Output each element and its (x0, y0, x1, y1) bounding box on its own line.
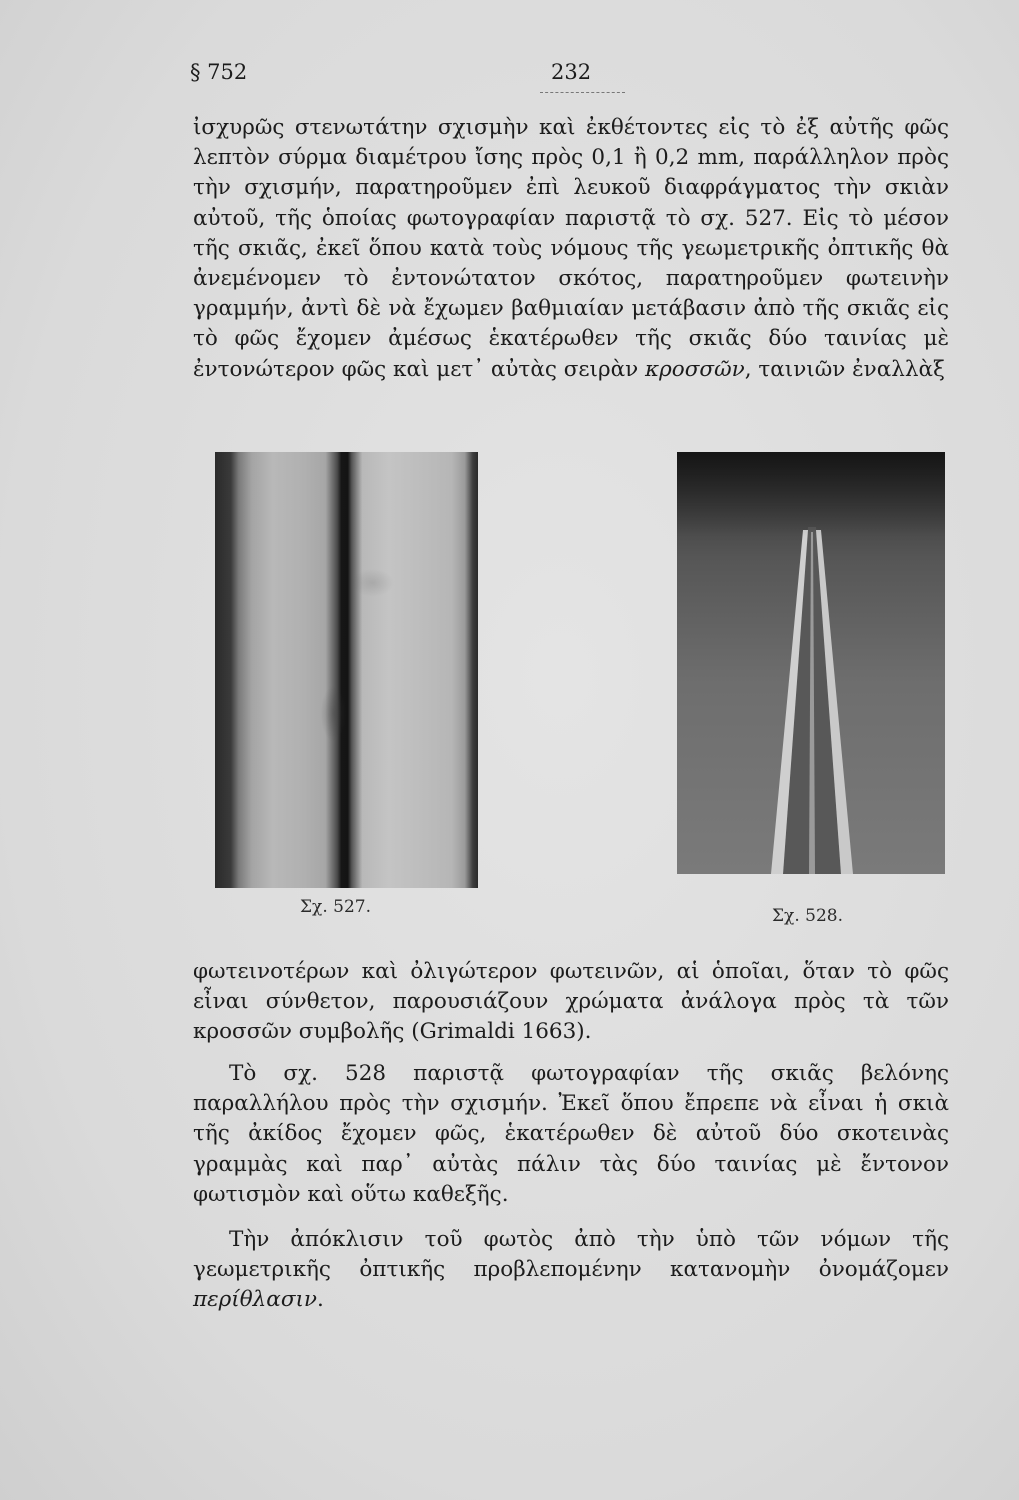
term-diffraction: περίθλασιν (193, 1287, 318, 1313)
paragraph-4-text: Τὴν ἀπόκλισιν τοῦ φωτὸς ἀπὸ τὴν ὑπὸ τῶν νόμων τῆς γεωμετρικῆς ὀπτικῆς προβλεπομένην κατανομὴν ὀνομάζομεν (193, 1227, 949, 1283)
term-fringes: κροσσῶν (645, 356, 745, 382)
figure-527-caption: Σχ. 527. (300, 897, 371, 917)
figure-527-photo (215, 452, 478, 888)
paragraph-1-text: ἰσχυρῶς στενωτάτην σχισμὴν καὶ ἐκθέτοντες εἰς τὸ ἐξ αὐτῆς φῶς λεπτὸν σύρμα διαμέτρου ἴσης πρὸς 0,1 ἢ 0,2 mm, παράλληλον πρὸς τὴν σχισμήν, παρατηροῦμεν ἐπὶ λευκοῦ διαφράγματος τὴν σκιὰν αὐτοῦ, τῆς ὁποίας φωτογραφίαν παριστᾷ τὸ σχ. 527. Εἰς τὸ μέσον τῆς σκιᾶς, ἐκεῖ ὅπου κατὰ τοὺς νόμους τῆς γεωμετρικῆς ὀπτικῆς θὰ ἀνεμένομεν τὸ ἐντονώτατον σκότος, παρατηροῦμεν φωτεινὴν γραμμήν, ἀντὶ δὲ νὰ ἔχωμεν βαθμιαίαν μετάβασιν ἀπὸ τῆς σκιᾶς εἰς τὸ φῶς ἔχομεν ἀμέσως ἑκατέρωθεν τῆς σκιᾶς δύο ταινίας μὲ ἐντονώτερον φῶς καὶ μετ᾽ αὐτὰς σειρὰν (193, 115, 949, 382)
paragraph-1-end: , ταινιῶν ἐναλλὰξ (744, 356, 945, 382)
figure-528-photo (677, 452, 945, 874)
paragraph-4-end: . (317, 1287, 324, 1313)
paragraph-3: Τὸ σχ. 528 παριστᾷ φωτογραφίαν τῆς σκιᾶς βελόνης παραλλήλου πρὸς τὴν σχισμήν. Ἐκεῖ ὅπου ἔπρεπε νὰ εἶναι ἡ σκιὰ τῆς ἀκίδος ἔχομεν φῶς, ἑκατέρωθεν δὲ αὐτοῦ δύο σκοτεινὰς γραμμὰς καὶ παρ᾽ αὐτὰς πάλιν τὰς δύο ταινίας μὲ ἔντονον φωτισμὸν καὶ οὕτω καθεξῆς. (193, 1061, 949, 1207)
page-number-rule (540, 92, 625, 93)
paragraph-1 (193, 113, 949, 385)
paragraph-4 (193, 1225, 949, 1316)
needle-diffraction-pattern (677, 452, 945, 874)
page-number: 232 (551, 60, 592, 84)
paragraph-2: φωτεινοτέρων καὶ ὀλιγώτερον φωτεινῶν, αἱ ὁποῖαι, ὅταν τὸ φῶς εἶναι σύνθετον, παρουσιάζουν χρώματα ἀνάλογα πρὸς τὰ τῶν κροσσῶν συμβολῆς (Grimaldi 1663). (193, 959, 949, 1045)
figure-528-caption: Σχ. 528. (772, 906, 843, 926)
section-number: § 752 (190, 60, 248, 84)
